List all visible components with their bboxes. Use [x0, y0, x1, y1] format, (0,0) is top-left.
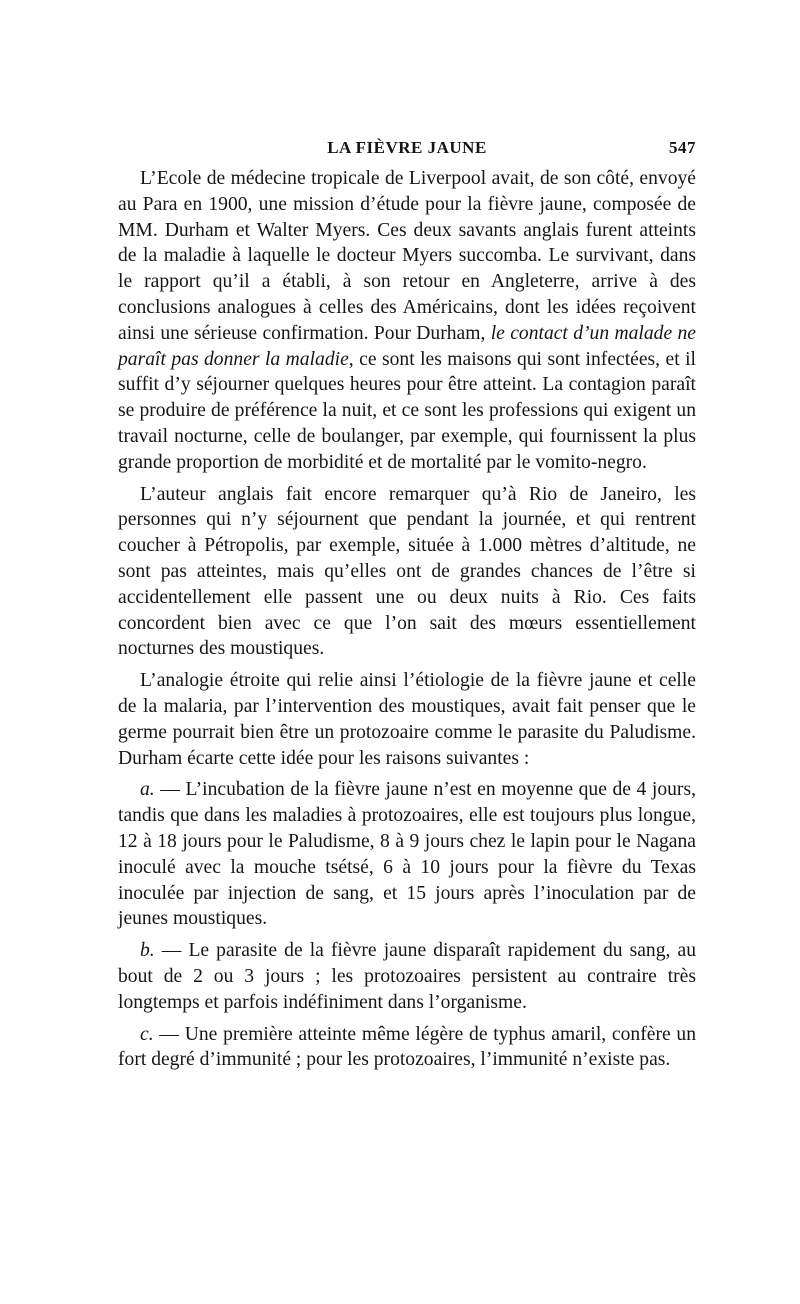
running-title: LA FIÈVRE JAUNE: [327, 138, 487, 157]
point-b-text: — Le parasite de la fièvre jaune disparaît rapidement du sang, au bout de 2 ou 3 jours ; les protozoaires persistent au contraire très longtemps et parfois indéfiniment dans l’organisme.: [118, 940, 696, 1013]
paragraph-1-italic-quote: le contact d’un malade ne paraît pas donner la maladie,: [118, 322, 697, 370]
running-header: [118, 138, 696, 164]
point-c-text: — Une première atteinte même légère de typhus amaril, confère un fort degré d’immunité ; pour les protozoaires, l’immunité n’existe pas.: [118, 1023, 696, 1071]
point-c-label: c.: [140, 1023, 154, 1045]
paragraph-1-text-c: ce sont les maisons qui sont infectées, et il suffit d’y séjourner quelques heures pour être atteint. La contagion paraît se produire de préférence la nuit, et ce sont les professions qui exigent un travail nocturne, celle de boulanger, par exemple, qui fournissent la plus grande proportion de morbidité et de mortalité par le vomito-negro.: [118, 348, 696, 473]
paragraph-point-a: [118, 777, 696, 932]
point-b-label: b.: [140, 940, 155, 962]
paragraph-2: L’auteur anglais fait encore remarquer qu’à Rio de Janeiro, les personnes qui n’y séjournent que pendant la journée, et qui rentrent coucher à Pétropolis, par exemple, située à 1.000 mètres d’altitude, ne sont pas atteintes, mais qu’elles ont de grandes chances de l’être si accidentellement elle passent une ou deux nuits à Rio. Ces faits concordent bien avec ce que l’on sait des mœurs essentiellement nocturnes des moustiques.: [118, 483, 696, 660]
point-a-label: a.: [140, 779, 155, 801]
paragraph-point-c: [118, 1022, 696, 1074]
point-a-text: — L’incubation de la fièvre jaune n’est en moyenne que de 4 jours, tandis que dans les maladies à protozoaires, elle est toujours plus longue, 12 à 18 jours pour le Paludisme, 8 à 9 jours chez le lapin pour le Nagana inoculé avec la mouche tsétsé, 6 à 10 jours pour la fièvre du Texas inoculée par injection de sang, et 15 jours après l’inoculation par de jeunes moustiques.: [118, 779, 696, 930]
page-number: 547: [669, 138, 696, 157]
paragraph-point-b: [118, 938, 696, 1015]
paragraph-3: L’analogie étroite qui relie ainsi l’étiologie de la fièvre jaune et celle de la malaria, par l’intervention des moustiques, avait fait penser que le germe pourrait bien être un protozoaire comme le parasite du Paludisme. Durham écarte cette idée pour les raisons suivantes :: [118, 670, 696, 769]
page-body: [118, 166, 696, 1079]
paragraph-1: [118, 166, 696, 476]
paragraph-1-text-a: L’Ecole de médecine tropicale de Liverpool avait, de son côté, envoyé au Para en 1900, une mission d’étude pour la fièvre jaune, composée de MM. Durham et Walter Myers. Ces deux savants anglais furent atteints de la maladie à laquelle le docteur Myers succomba. Le survivant, dans le rapport qu’il a établi, à son retour en Angleterre, arrive à des conclusions analogues à celles des Américains, dont les idées reçoivent ainsi une sérieuse confirmation. Pour Durham,: [118, 168, 696, 344]
